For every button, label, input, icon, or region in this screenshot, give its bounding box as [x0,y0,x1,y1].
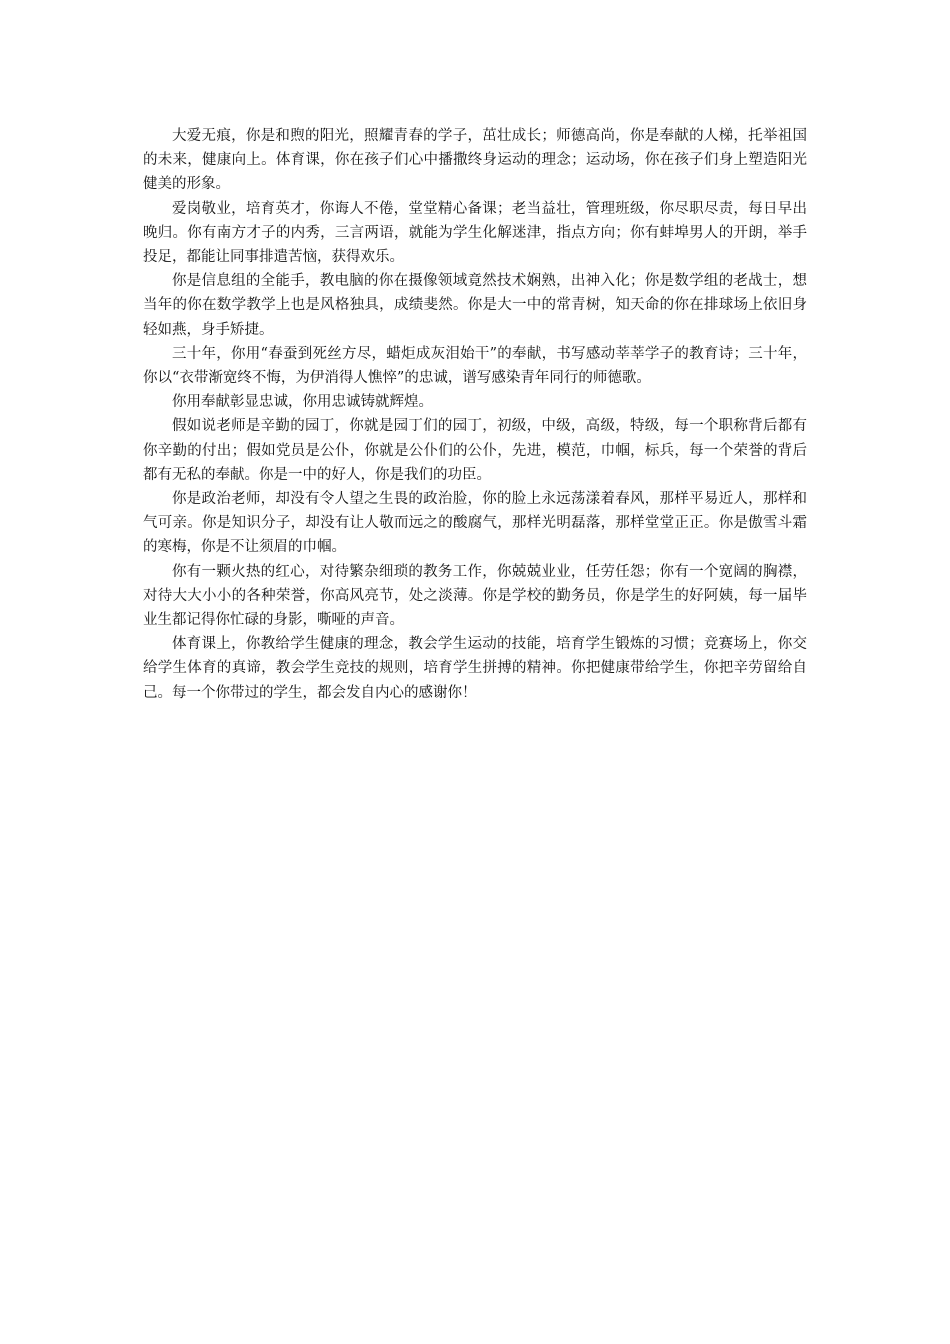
paragraph-9: 体育课上，你教给学生健康的理念，教会学生运动的技能，培育学生锻炼的习惯；竞赛场上，你交给学生体育的真谛，教会学生竞技的规则，培育学生拼搏的精神。你把健康带给学生，你把辛劳留给自己。每一个你带过的学生，都会发自内心的感谢你！ [143,636,807,701]
paragraph-3: 你是信息组的全能手，教电脑的你在摄像领域竟然技术娴熟，出神入化；你是数学组的老战士，想当年的你在数学教学上也是风格独具，成绩斐然。你是大一中的常青树，知天命的你在排球场上依旧身轻如燕，身手矫捷。 [143,273,807,338]
document-body [143,124,807,705]
paragraph-7: 你是政治老师，却没有令人望之生畏的政治脸，你的脸上永远荡漾着春风，那样平易近人，那样和气可亲。你是知识分子，却没有让人敬而远之的酸腐气，那样光明磊落，那样堂堂正正。你是傲雪斗霜的寒梅，你是不让须眉的巾帼。 [143,491,807,556]
paragraph-6: 假如说老师是辛勤的园丁，你就是园丁们的园丁，初级，中级，高级，特级，每一个职称背后都有你辛勤的付出；假如党员是公仆，你就是公仆们的公仆，先进，模范，巾帼，标兵，每一个荣誉的背后都有无私的奉献。你是一中的好人，你是我们的功臣。 [143,418,807,483]
paragraph-8: 你有一颗火热的红心，对待繁杂细琐的教务工作，你兢兢业业，任劳任怨；你有一个宽阔的胸襟，对待大大小小的各种荣誉，你高风亮节，处之淡薄。你是学校的勤务员，你是学生的好阿姨，每一届毕业生都记得你忙碌的身影，嘶哑的声音。 [143,563,807,629]
paragraph-2: 爱岗敬业，培育英才，你诲人不倦，堂堂精心备课；老当益壮，管理班级，你尽职尽责，每日早出晚归。你有南方才子的内秀，三言两语，就能为学生化解迷津，指点方向；你有蚌埠男人的开朗，举手投足，都能让同事排遣苦恼，获得欢乐。 [143,200,807,266]
paragraph-5: 你用奉献彰显忠诚，你用忠诚铸就辉煌。 [172,394,433,411]
paragraph-4: 三十年，你用“春蚕到死丝方尽，蜡炬成灰泪始干”的奉献，书写感动莘莘学子的教育诗；三十年，你以“衣带渐宽终不悔，为伊消得人憔悴”的忠诚，谱写感染青年同行的师德歌。 [143,345,807,387]
paragraph-1: 大爱无痕，你是和煦的阳光，照耀青春的学子，茁壮成长；师德高尚，你是奉献的人梯，托举祖国的未来，健康向上。体育课，你在孩子们心中播撒终身运动的理念；运动场，你在孩子们身上塑造阳光健美的形象。 [143,128,807,193]
